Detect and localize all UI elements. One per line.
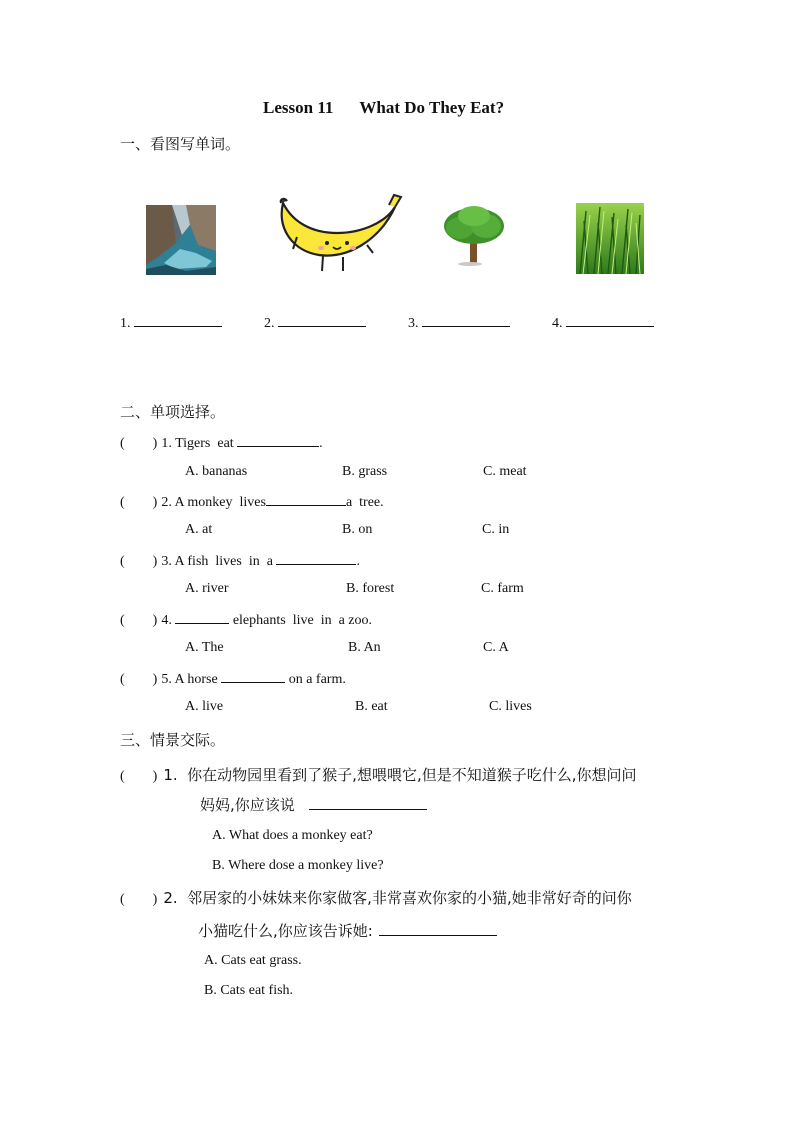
mc-question-3: ( ) 3. A fish lives in a . <box>120 554 360 569</box>
answer-bracket[interactable]: ( ) <box>120 892 158 907</box>
fill-blank[interactable] <box>175 611 229 624</box>
answer-slot-4: 4. <box>552 314 654 332</box>
situation-question-2: ( ) 2. 邻居家的小妹妹来你家做客,非常喜欢你家的小猫,她非常好奇的问你 <box>120 889 632 907</box>
fill-blank[interactable] <box>237 434 319 447</box>
situation-question-1-line2: 妈妈,你应该说 <box>200 794 427 815</box>
situation-question-2-line2: 小猫吃什么,你应该告诉她: <box>198 920 497 941</box>
answer-blank-4[interactable] <box>566 314 654 327</box>
fill-blank[interactable] <box>309 797 427 810</box>
answer-blank-1[interactable] <box>134 314 222 327</box>
option-b[interactable]: B. eat <box>355 699 388 714</box>
page-title <box>263 98 504 118</box>
option-c[interactable]: C. A <box>483 640 509 655</box>
situation-1-option-a[interactable]: A. What does a monkey eat? <box>212 828 373 843</box>
lesson-number: Lesson 11 <box>263 98 334 117</box>
fill-blank[interactable] <box>221 670 285 683</box>
situation-2-option-b[interactable]: B. Cats eat fish. <box>204 983 294 998</box>
option-c[interactable]: C. meat <box>483 464 527 479</box>
answer-slot-1: 1. <box>120 314 222 332</box>
option-a[interactable]: A. river <box>185 581 229 596</box>
banana-picture <box>275 193 403 273</box>
mc-question-4: ( ) 4. elephants live in a zoo. <box>120 613 373 628</box>
situation-1-option-b[interactable]: B. Where dose a monkey live? <box>212 858 384 873</box>
option-c[interactable]: C. in <box>482 522 510 537</box>
mc-question-5: ( ) 5. A horse on a farm. <box>120 672 346 687</box>
answer-bracket[interactable]: ( ) <box>120 672 158 687</box>
option-a[interactable]: A. live <box>185 699 224 714</box>
answer-slot-2: 2. <box>264 314 366 332</box>
situation-2-option-a[interactable]: A. Cats eat grass. <box>204 953 302 968</box>
answer-bracket[interactable]: ( ) <box>120 613 158 628</box>
option-c[interactable]: C. farm <box>481 581 524 596</box>
option-b[interactable]: B. grass <box>342 464 388 479</box>
section3-heading: 三、情景交际。 <box>120 731 226 749</box>
option-c[interactable]: C. lives <box>489 699 532 714</box>
answer-bracket[interactable]: ( ) <box>120 769 158 784</box>
situation-question-1: ( ) 1. 你在动物园里看到了猴子,想喂喂它,但是不知道猴子吃什么,你想问问 <box>120 766 637 784</box>
fill-blank[interactable] <box>266 493 346 506</box>
river-picture <box>146 205 216 275</box>
option-a[interactable]: A. at <box>185 522 213 537</box>
answer-bracket[interactable]: ( ) <box>120 554 158 569</box>
option-a[interactable]: A. bananas <box>185 464 248 479</box>
mc-question-2: ( ) 2. A monkey lives a tree. <box>120 495 384 510</box>
option-b[interactable]: B. forest <box>346 581 395 596</box>
option-b[interactable]: B. on <box>342 522 373 537</box>
option-a[interactable]: A. The <box>185 640 224 655</box>
fill-blank[interactable] <box>379 923 497 936</box>
answer-slot-3: 3. <box>408 314 510 332</box>
answer-bracket[interactable]: ( ) <box>120 495 158 510</box>
option-b[interactable]: B. An <box>348 640 381 655</box>
answer-blank-2[interactable] <box>278 314 366 327</box>
fill-blank[interactable] <box>276 552 356 565</box>
answer-blank-3[interactable] <box>422 314 510 327</box>
answer-bracket[interactable]: ( ) <box>120 436 158 451</box>
tree-picture <box>440 204 508 266</box>
section1-heading: 一、看图写单词。 <box>120 135 241 153</box>
lesson-name: What Do They Eat? <box>359 98 505 117</box>
grass-picture <box>576 203 644 274</box>
mc-question-1: ( ) 1. Tigers eat . <box>120 436 323 451</box>
section2-heading: 二、单项选择。 <box>120 403 226 421</box>
